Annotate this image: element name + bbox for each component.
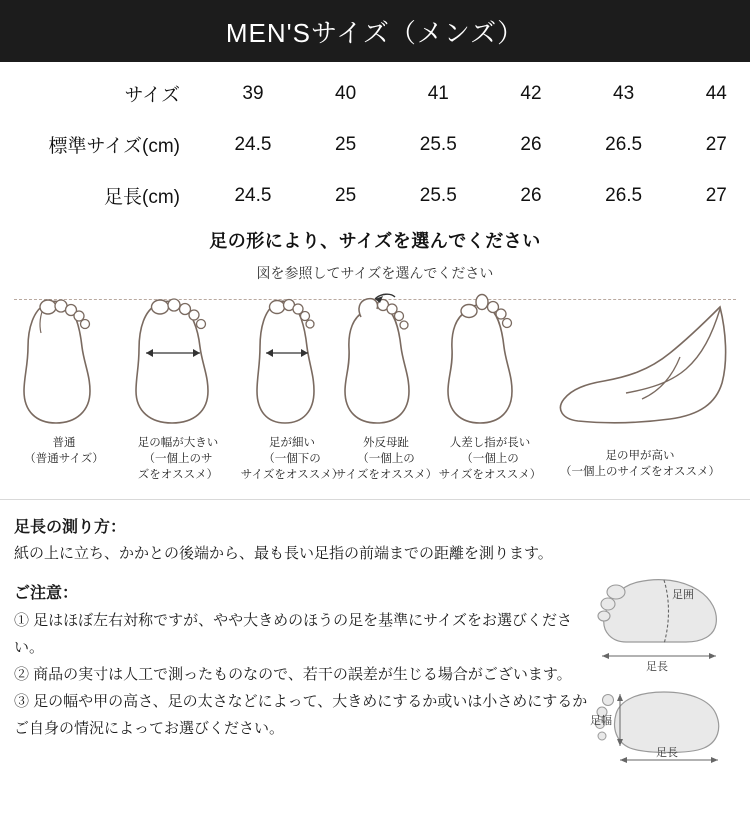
foot-high-instep-icon — [530, 291, 750, 441]
cell-standard-40: 25 — [335, 133, 357, 155]
foot-high-instep-line2: （一個上のサイズをオススメ） — [560, 466, 720, 478]
notice-item-3: ③ 足の幅や甲の高さ、足の太さなどによって、大きめにするか或いは小さめにするかご自身の情況によってお選びください。 — [14, 693, 588, 737]
foot-hallux-line1: 外反母趾 — [363, 437, 409, 449]
cell-size-42: 42 — [520, 82, 542, 104]
foot-long-toe-line2: （一個上の — [461, 453, 519, 465]
notice-item-1: ① 足はほぼ左右対称ですが、やや大きめのほうの足を基準にサイズをお選びください。 — [14, 612, 572, 656]
label-foot-length-top: 足長 — [646, 661, 668, 673]
foot-narrow-icon — [242, 291, 342, 431]
foot-shape-normal — [8, 291, 120, 467]
label-foot-girth: 足囲 — [672, 589, 694, 601]
page-header — [0, 0, 750, 62]
foot-hallux-caption — [330, 435, 442, 483]
cell-footlen-39: 24.5 — [234, 184, 272, 206]
foot-wide-line2: （一個上のサ — [143, 453, 213, 465]
table-row — [0, 68, 750, 119]
page-title: MEN'Sサイズ（メンズ） — [225, 17, 525, 48]
foot-normal-line2: （普通サイズ） — [24, 453, 104, 465]
measurement-diagrams — [586, 556, 746, 806]
foot-shape-high-instep — [530, 291, 750, 480]
foot-shape-wide — [122, 291, 234, 483]
cell-footlen-42: 26 — [520, 184, 542, 206]
foot-shape-hallux-valgus — [330, 291, 442, 483]
cell-standard-41: 25.5 — [419, 133, 457, 155]
foot-wide-caption — [122, 435, 234, 483]
foot-high-instep-caption — [530, 448, 750, 480]
label-foot-width: 足幅 — [590, 715, 612, 727]
foot-shape-title: 足の形により、サイズを選んでください — [209, 231, 541, 251]
foot-hallux-valgus-icon — [331, 291, 441, 431]
measure-text: 紙の上に立ち、かかとの後端から、最も長い足指の前端までの距離を測ります。 — [14, 545, 553, 562]
cell-footlen-43: 26.5 — [605, 184, 643, 206]
foot-wide-line1: 足の幅が大きい — [137, 437, 219, 449]
cell-footlen-41: 25.5 — [419, 184, 457, 206]
cell-size-44: 44 — [705, 82, 727, 104]
cell-size-43: 43 — [613, 82, 635, 104]
foot-width-diagram — [590, 692, 719, 763]
measure-heading: 足長の測り方： — [14, 519, 127, 536]
size-table — [0, 68, 750, 221]
cell-size-40: 40 — [335, 82, 357, 104]
cell-footlen-44: 27 — [705, 184, 727, 206]
cell-size-41: 41 — [427, 82, 449, 104]
foot-diagram-row — [0, 291, 750, 491]
row-label-foot-length: 足長(cm) — [104, 187, 180, 208]
foot-narrow-line1: 足が細い — [269, 437, 315, 449]
cell-standard-42: 26 — [520, 133, 542, 155]
notice-item-2: ② 商品の実寸は人工で測ったものなので、若干の誤差が生じる場合がございます。 — [14, 666, 572, 683]
cell-standard-43: 26.5 — [605, 133, 643, 155]
cell-size-39: 39 — [242, 82, 264, 104]
foot-long-toe-line1: 人差し指が長い — [449, 437, 531, 449]
row-label-size: サイズ — [124, 85, 180, 106]
cell-standard-44: 27 — [705, 133, 727, 155]
foot-shape-section — [0, 227, 750, 491]
foot-narrow-line3: サイズをオススメ） — [240, 469, 344, 481]
foot-hallux-line3: サイズをオススメ） — [334, 469, 438, 481]
foot-long-toe-line3: サイズをオススメ） — [438, 469, 542, 481]
label-foot-length-bottom: 足長 — [656, 747, 678, 759]
foot-high-instep-line1: 足の甲が高い — [605, 450, 675, 462]
notice-heading: ご注意： — [14, 585, 79, 602]
foot-hallux-line2: （一個上の — [357, 453, 415, 465]
table-row — [0, 119, 750, 170]
foot-wide-line3: ズをオススメ） — [137, 469, 219, 481]
cell-footlen-40: 25 — [335, 184, 357, 206]
foot-girth-diagram — [598, 580, 716, 673]
cell-standard-39: 24.5 — [234, 133, 272, 155]
row-label-standard-size: 標準サイズ(cm) — [48, 136, 180, 157]
foot-shape-subtitle: 図を参照してサイズを選んでください — [256, 265, 494, 281]
foot-narrow-line2: （一個下の — [263, 453, 321, 465]
table-row — [0, 170, 750, 221]
foot-wide-icon — [128, 291, 228, 431]
foot-normal-line1: 普通 — [52, 437, 76, 449]
foot-normal-caption — [8, 435, 120, 467]
foot-long-second-toe-icon — [435, 291, 545, 431]
foot-girth-and-length-diagram — [586, 556, 746, 806]
foot-normal-icon — [14, 291, 114, 431]
